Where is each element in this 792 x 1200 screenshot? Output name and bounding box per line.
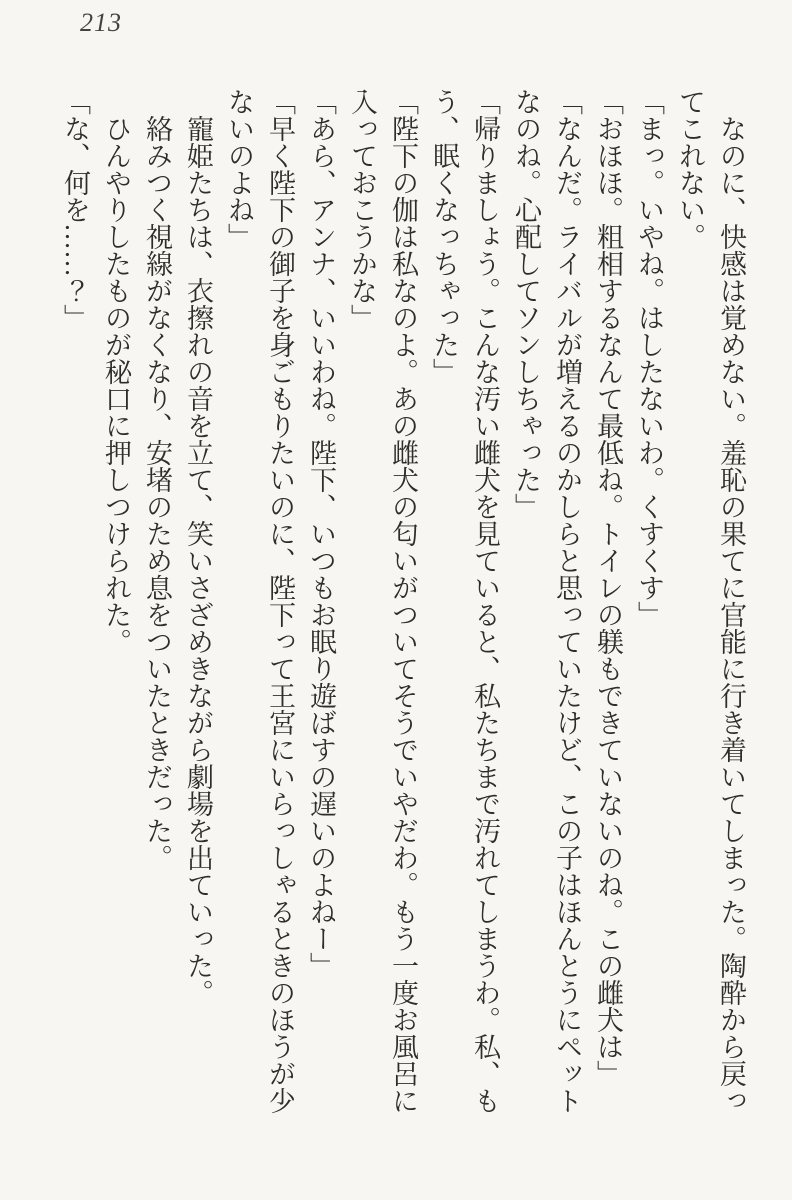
text-column: 「おほほ。粗相するなんて最低ね。トイレの躾もできていないのね。この雌犬は」 <box>593 88 623 1087</box>
text-column: 絡みつく視線がなくなり、安堵のため息をついたときだった。 <box>142 88 172 871</box>
text-column: ないのよね」 <box>224 88 254 250</box>
text-column: 「早く陛下の御子を身ごもりたいのに、陛下って王宮にいらっしゃるときのほうが少 <box>265 88 295 1114</box>
text-column: 「あら、アンナ、いいわね。陛下、いつもお眠り遊ばすの遅いのよねー」 <box>306 88 336 979</box>
text-column: 「陛下の伽は私なのよ。あの雌犬の匂いがついてそうでいやだわ。もう一度お風呂に <box>388 88 418 1114</box>
text-column: 「まっ。いやね。はしたないわ。くすくす」 <box>634 88 664 628</box>
text-column: 寵姫たちは、衣擦れの音を立て、笑いさざめきながら劇場を出ていった。 <box>183 88 213 1006</box>
text-column: 「なんだ。ライバルが増えるのかしらと思っていたけど、この子はほんとうにペット <box>552 88 582 1114</box>
text-column: てこれない。 <box>675 88 705 250</box>
text-column: 「帰りましょう。こんな汚い雌犬を見ていると、私たちまで汚れてしまうわ。私、も <box>470 88 500 1114</box>
text-column: なのね。心配してソンしちゃった」 <box>511 88 541 520</box>
text-column: ひんやりしたものが秘口に押しつけられた。 <box>101 88 131 655</box>
text-column: 「な、何を……？」 <box>60 88 90 331</box>
vertical-text-block <box>54 88 751 1122</box>
text-column: う、眠くなっちゃった」 <box>429 88 459 385</box>
page-number: 213 <box>80 8 122 37</box>
text-column: 入っておこうかな」 <box>347 88 377 331</box>
text-column: なのに、快感は覚めない。羞恥の果てに官能に行き着いてしまった。陶酔から戻っ <box>716 88 746 1114</box>
